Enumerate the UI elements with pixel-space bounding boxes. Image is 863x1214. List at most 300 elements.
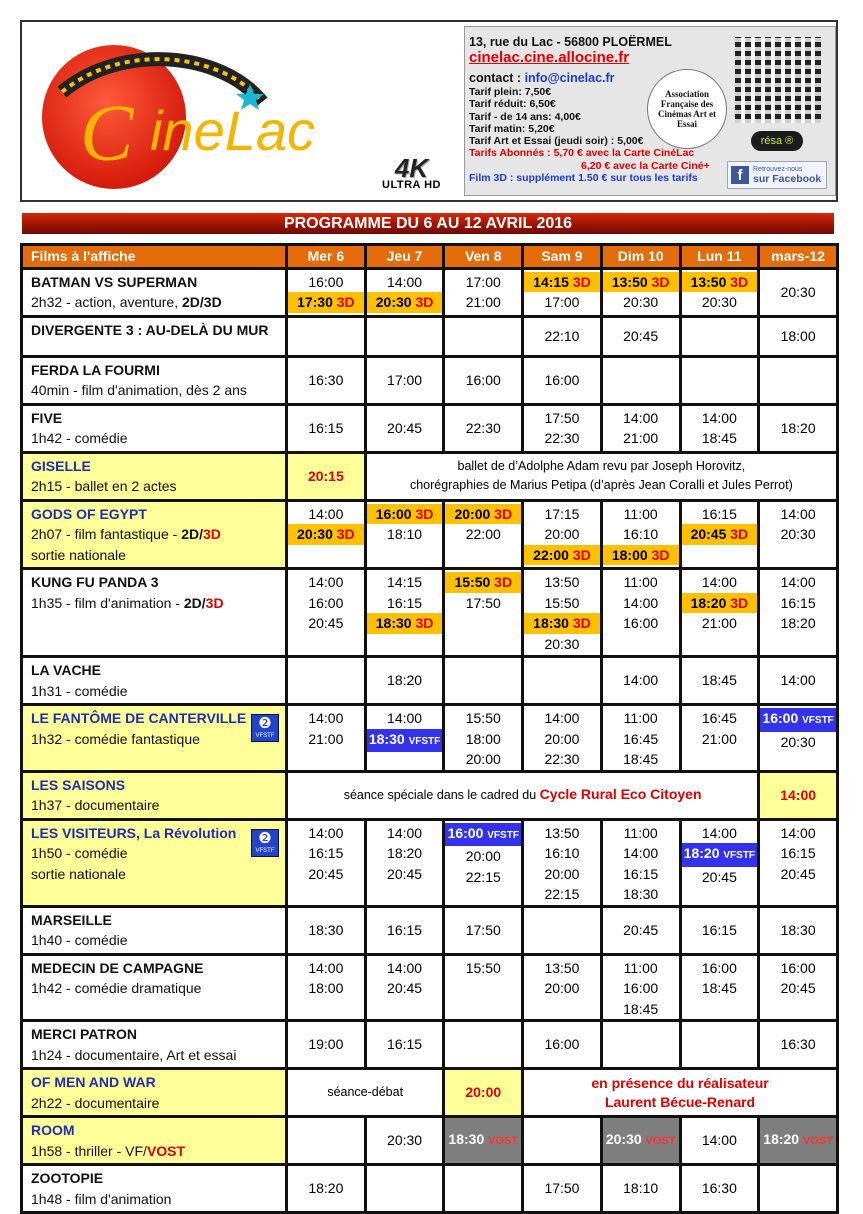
showtime[interactable] — [603, 999, 679, 1020]
showtime-cell — [601, 705, 680, 772]
showtime[interactable] — [603, 749, 679, 770]
showtime[interactable] — [603, 708, 679, 729]
showtime[interactable] — [682, 408, 758, 429]
showtime[interactable] — [445, 272, 521, 293]
showtime-cell — [287, 954, 366, 1021]
showtime-cell — [759, 819, 838, 906]
showtime-time: 16:15 — [308, 419, 344, 436]
subscriber-price-2: 6,20 € avec la Carte Ciné+ — [581, 159, 710, 172]
showtime-cell — [680, 356, 759, 404]
showtime[interactable] — [760, 613, 836, 634]
showtime[interactable] — [603, 504, 679, 525]
showtime[interactable] — [524, 978, 600, 999]
showtime-time: 21:00 — [308, 730, 344, 747]
showtime[interactable] — [524, 428, 600, 449]
showtime-cell — [759, 500, 838, 569]
showtime[interactable] — [760, 326, 836, 347]
showtime[interactable] — [760, 785, 836, 806]
showtime[interactable] — [524, 843, 600, 864]
showtime[interactable] — [603, 958, 679, 979]
showtime-version-tag: 3D — [572, 615, 591, 631]
film-title[interactable]: FIVE — [31, 409, 63, 426]
showtime[interactable] — [288, 524, 364, 545]
note-line: ballet de d’Adolphe Adam revu par Joseph Horovitz, — [457, 459, 746, 473]
film-title[interactable]: LES VISITEURS, La Révolution — [31, 824, 237, 841]
description-segment: 1h35 - film d'animation - — [31, 594, 184, 611]
showtime[interactable] — [367, 920, 443, 941]
film-title[interactable]: MERCI PATRON — [31, 1026, 138, 1042]
showtime-time: 22:00 — [533, 546, 569, 563]
showtime[interactable] — [445, 978, 521, 999]
showtime[interactable] — [288, 292, 364, 313]
film-info — [22, 500, 287, 569]
showtime[interactable] — [524, 708, 600, 729]
showtime-time: 18:30 — [368, 730, 405, 747]
showtime-cell — [444, 906, 523, 954]
showtime[interactable] — [524, 272, 600, 293]
showtime[interactable] — [760, 920, 836, 941]
showtime[interactable] — [445, 867, 521, 888]
showtime[interactable] — [760, 864, 836, 885]
showtime-version-tag: 3D — [494, 574, 513, 590]
showtime[interactable] — [445, 729, 521, 750]
showtime[interactable] — [445, 593, 521, 614]
showtime-cell — [365, 569, 444, 657]
showtime-time: 20:30 — [780, 526, 816, 542]
description-segment: 1h24 - documentaire, Art et essai — [31, 1046, 237, 1063]
showtime-version-tag: VOST — [645, 1135, 676, 1148]
supplement-3d: Film 3D : supplément 1.50 € sur tous les tarifs — [469, 172, 698, 185]
showtime[interactable] — [288, 466, 364, 487]
showtime-cell — [365, 657, 444, 705]
note-line: en présence du réalisateur — [591, 1074, 769, 1091]
showtime[interactable] — [760, 670, 836, 691]
showtime[interactable] — [367, 613, 443, 634]
description-segment: 3D — [202, 526, 221, 542]
showtime[interactable] — [367, 418, 443, 439]
film-title[interactable]: KUNG FU PANDA 3 — [31, 574, 159, 590]
showtime-time: 16:00 — [308, 594, 344, 611]
showtime-cell — [523, 819, 602, 906]
facebook-small: Retrouvez-nous — [753, 166, 803, 173]
showtime[interactable] — [682, 1178, 758, 1199]
film-row — [22, 819, 838, 906]
showtime[interactable] — [445, 418, 521, 439]
showtime-time: 18:45 — [701, 980, 737, 996]
showtime-time: 16:30 — [701, 1180, 737, 1197]
showtime[interactable] — [682, 843, 758, 867]
film-title[interactable]: MEDECIN DE CAMPAGNE — [31, 959, 204, 976]
showtime[interactable] — [524, 545, 600, 566]
showtime-time: 13:50 — [690, 273, 727, 290]
showtime[interactable] — [367, 729, 443, 753]
showtime[interactable] — [288, 864, 364, 885]
film-info — [22, 819, 287, 906]
showtime-cell — [759, 316, 838, 356]
showtime[interactable] — [524, 1178, 600, 1199]
showtime[interactable] — [367, 272, 443, 293]
showtime-time: 16:45 — [623, 730, 659, 747]
price-0: Tarif plein: 7,50€ — [469, 86, 552, 98]
showtime-time: 16:15 — [308, 845, 344, 861]
showtime[interactable] — [760, 418, 836, 439]
showtime-time: 15:50 — [465, 959, 501, 976]
showtime[interactable] — [288, 1178, 364, 1199]
showtime[interactable] — [445, 958, 521, 979]
showtime-cell — [523, 705, 602, 772]
showtime[interactable] — [682, 920, 758, 941]
showtime[interactable] — [760, 958, 836, 979]
showtime[interactable] — [760, 978, 836, 999]
showtime[interactable] — [288, 272, 364, 293]
showtime-cell — [365, 316, 444, 356]
showtime[interactable] — [603, 729, 679, 750]
showtime[interactable] — [524, 1034, 600, 1055]
showtime[interactable] — [603, 326, 679, 347]
film-description — [31, 843, 285, 864]
film-title[interactable]: DIVERGENTE 3 : AU-DELÀ DU MUR — [31, 321, 269, 338]
showtime[interactable] — [603, 670, 679, 691]
showtime[interactable] — [760, 593, 836, 614]
showtime[interactable] — [367, 1034, 443, 1055]
website-link[interactable]: cinelac.cine.allocine.fr — [469, 49, 630, 66]
showtime-time: 17:00 — [544, 294, 580, 310]
showtime[interactable] — [603, 1178, 679, 1199]
showtime-time: 20:00 — [465, 848, 501, 864]
showtime-time: 18:30 — [448, 1131, 485, 1148]
showtime[interactable] — [524, 864, 600, 885]
showtime[interactable] — [603, 843, 679, 864]
showtime[interactable] — [760, 732, 836, 753]
showtime-cell — [523, 356, 602, 404]
showtime[interactable] — [524, 749, 600, 770]
qr-code-icon[interactable] — [735, 37, 821, 123]
showtime-time: 18:20 — [763, 1131, 800, 1148]
showtime[interactable] — [367, 1130, 443, 1151]
showtime[interactable] — [288, 504, 364, 525]
showtime[interactable] — [603, 978, 679, 999]
film-row — [22, 500, 838, 569]
showtime[interactable] — [760, 1129, 836, 1152]
showtime[interactable] — [367, 958, 443, 979]
showtime[interactable] — [682, 670, 758, 691]
showtime[interactable] — [682, 867, 758, 888]
showtime-time: 13:50 — [544, 574, 580, 590]
showtime[interactable] — [603, 613, 679, 634]
showtime-time: 21:00 — [465, 294, 501, 310]
showtime-time: 18:10 — [623, 1180, 659, 1197]
film-title[interactable]: LES SAISONS — [31, 776, 126, 793]
showtime[interactable] — [367, 524, 443, 545]
film-row — [22, 452, 838, 500]
showtime[interactable] — [367, 670, 443, 691]
column-header-day: Jeu 7 — [365, 245, 444, 269]
showtime[interactable] — [524, 634, 600, 655]
showtime[interactable] — [603, 572, 679, 593]
showtime-cell — [287, 657, 366, 705]
showtime[interactable] — [603, 920, 679, 941]
showtime[interactable] — [603, 428, 679, 449]
showtime-time: 14:00 — [780, 824, 816, 841]
showtime-cell — [680, 705, 759, 772]
showtime[interactable] — [445, 749, 521, 770]
hearing-impaired-icon — [251, 829, 279, 857]
showtime[interactable] — [603, 545, 679, 566]
showtime-cell — [444, 819, 523, 906]
showtime[interactable] — [288, 370, 364, 391]
showtime-cell — [759, 1117, 838, 1165]
showtime-time: 14:15 — [533, 273, 569, 290]
showtime[interactable] — [524, 729, 600, 750]
showtime[interactable] — [760, 1034, 836, 1055]
showtime-cell — [759, 1165, 838, 1213]
showtime[interactable] — [445, 708, 521, 729]
showtime-time: 17:50 — [465, 921, 501, 938]
showtime-cell — [601, 356, 680, 404]
showtime-time: 20:45 — [701, 868, 737, 885]
showtime-cell — [601, 1021, 680, 1069]
showtime[interactable] — [524, 370, 600, 391]
showtime[interactable] — [603, 884, 679, 905]
film-row — [22, 771, 838, 819]
film-title[interactable]: ZOOTOPIE — [31, 1170, 104, 1186]
showtime[interactable] — [367, 864, 443, 885]
showtime[interactable] — [367, 593, 443, 614]
showtime[interactable] — [524, 823, 600, 844]
film-row — [22, 404, 838, 452]
film-title[interactable]: GODS OF EGYPT — [31, 505, 147, 522]
showtime-time: 22:30 — [544, 430, 580, 446]
showtime-cell — [680, 1165, 759, 1213]
facebook-text — [753, 165, 821, 185]
showtime-cell — [759, 404, 838, 452]
showtime-version-tag: 3D — [651, 546, 670, 563]
showtime-time: 17:15 — [544, 505, 580, 522]
showtime[interactable] — [682, 978, 758, 999]
showtime[interactable] — [603, 292, 679, 313]
showtime[interactable] — [445, 572, 521, 593]
contact-email-link[interactable]: info@cinelac.fr — [524, 71, 615, 85]
showtime[interactable] — [682, 729, 758, 750]
showtime[interactable] — [760, 524, 836, 545]
showtime[interactable] — [682, 572, 758, 593]
showtime[interactable] — [445, 292, 521, 313]
showtime-cell — [523, 1117, 602, 1165]
showtime[interactable] — [288, 613, 364, 634]
showtime[interactable] — [760, 572, 836, 593]
showtime[interactable] — [445, 1129, 521, 1152]
showtime[interactable] — [367, 823, 443, 844]
showtime-time: 20:30 — [297, 526, 333, 542]
showtime-time: 22:15 — [465, 868, 501, 885]
showtime[interactable] — [682, 428, 758, 449]
resa-button[interactable]: résa ® — [751, 131, 803, 151]
film-description — [31, 524, 285, 545]
showtime[interactable] — [524, 408, 600, 429]
showtime[interactable] — [445, 1082, 521, 1103]
showtime[interactable] — [367, 843, 443, 864]
showtime-cell — [287, 569, 366, 657]
showtime-time: 17:50 — [465, 594, 501, 611]
film-title[interactable]: FERDA LA FOURMI — [31, 361, 160, 378]
film-info — [22, 452, 287, 500]
showtime[interactable] — [288, 593, 364, 614]
showtime[interactable] — [682, 593, 758, 614]
film-info — [22, 1069, 287, 1117]
showtime-cell — [759, 954, 838, 1021]
showtime-time: 20:45 — [780, 980, 816, 996]
showtime[interactable] — [760, 504, 836, 525]
price-4: Tarif Art et Essai (jeudi soir) : 5,00€ — [469, 135, 644, 148]
showtime-time: 14:00 — [623, 594, 659, 611]
showtime[interactable] — [524, 884, 600, 905]
showtime-cell — [680, 1021, 759, 1069]
film-description — [31, 1141, 285, 1162]
showtime-time: 16:10 — [544, 845, 580, 861]
showtime-cell — [601, 657, 680, 705]
column-header-day: Lun 11 — [680, 245, 759, 269]
showtime-time: 14:00 — [780, 672, 816, 689]
showtime-cell — [365, 705, 444, 772]
showtime-time: 18:00 — [308, 980, 344, 996]
showtime[interactable] — [682, 958, 758, 979]
film-title[interactable]: ROOM — [31, 1122, 75, 1138]
showtime-cell — [365, 819, 444, 906]
showtime-time: 18:30 — [623, 886, 659, 902]
showtime[interactable] — [367, 292, 443, 313]
showtime-time: 14:00 — [308, 959, 344, 976]
showtime[interactable] — [603, 864, 679, 885]
showtime-version-tag: 3D — [572, 546, 591, 563]
film-row — [22, 1165, 838, 1213]
showtime[interactable] — [367, 978, 443, 999]
showtime-time: 20:00 — [465, 751, 501, 767]
film-row — [22, 906, 838, 954]
showtime-version-tag: 3D — [415, 294, 434, 310]
showtime-time: 18:30 — [780, 921, 816, 938]
showtime[interactable] — [682, 272, 758, 293]
showtime-cell — [444, 500, 523, 569]
price-1: Tarif réduit: 6,50€ — [469, 98, 556, 111]
showtime[interactable] — [760, 282, 836, 303]
showtime[interactable] — [445, 846, 521, 867]
showtime-cell — [759, 771, 838, 819]
showtime-time: 16:00 — [780, 959, 816, 976]
showtime[interactable] — [288, 843, 364, 864]
film-row — [22, 316, 838, 356]
showtime[interactable] — [760, 843, 836, 864]
showtime[interactable] — [524, 504, 600, 525]
film-title[interactable]: MARSEILLE — [31, 911, 112, 928]
showtime[interactable] — [367, 504, 443, 525]
showtime[interactable] — [524, 958, 600, 979]
film-title[interactable]: GISELLE — [31, 457, 91, 474]
showtime-cell — [365, 356, 444, 404]
showtime-cell — [444, 1021, 523, 1069]
showtime[interactable] — [288, 1034, 364, 1055]
showtime-time: 16:15 — [387, 594, 423, 611]
showtime[interactable] — [682, 613, 758, 634]
showtime[interactable] — [524, 524, 600, 545]
showtime[interactable] — [288, 978, 364, 999]
showtime[interactable] — [682, 524, 758, 545]
cinema-header — [20, 20, 838, 202]
showtime[interactable] — [445, 920, 521, 941]
showtime[interactable] — [682, 1130, 758, 1151]
showtime[interactable] — [288, 958, 364, 979]
showtime[interactable] — [524, 326, 600, 347]
showtime[interactable] — [603, 1129, 679, 1152]
showtime[interactable] — [288, 572, 364, 593]
facebook-button[interactable] — [727, 161, 827, 189]
showtime[interactable] — [524, 613, 600, 634]
description-segment: 2D/3D — [182, 294, 222, 310]
showtime-time: 14:00 — [387, 824, 423, 841]
description-segment: 2D/ — [183, 594, 206, 611]
showtime[interactable] — [288, 418, 364, 439]
showtime-time: 15:50 — [454, 574, 491, 590]
showtime[interactable] — [445, 504, 521, 525]
showtime-time: 11:00 — [623, 574, 658, 590]
showtime[interactable] — [682, 292, 758, 313]
showtime[interactable] — [524, 572, 600, 593]
showtime[interactable] — [524, 593, 600, 614]
showtime-cell — [680, 906, 759, 954]
showtime[interactable] — [367, 370, 443, 391]
vfstf-icon-label: VFSTF — [255, 733, 275, 739]
showtime[interactable] — [682, 504, 758, 525]
showtime[interactable] — [603, 408, 679, 429]
film-title[interactable]: BATMAN VS SUPERMAN — [31, 273, 198, 290]
showtime[interactable] — [367, 708, 443, 729]
showtime[interactable] — [760, 823, 836, 844]
showtime-time: 16:00 — [447, 824, 484, 841]
showtime[interactable] — [603, 272, 679, 293]
showtime[interactable] — [524, 292, 600, 313]
showtime[interactable] — [288, 823, 364, 844]
showtime[interactable] — [288, 708, 364, 729]
showtime[interactable] — [682, 823, 758, 844]
film-title[interactable]: LE FANTÔME DE CANTERVILLE — [31, 710, 247, 726]
showtime-cell — [444, 404, 523, 452]
showtime-cell — [444, 569, 523, 657]
showtime[interactable] — [682, 708, 758, 729]
facebook-big: sur Facebook — [753, 173, 822, 185]
showtime[interactable] — [603, 524, 679, 545]
showtime[interactable] — [288, 729, 364, 750]
column-header-films: Films à l'affiche — [22, 245, 287, 269]
showtime[interactable] — [760, 708, 836, 732]
showtime[interactable] — [288, 920, 364, 941]
showtime[interactable] — [445, 524, 521, 545]
showtime[interactable] — [445, 823, 521, 847]
showtime[interactable] — [603, 593, 679, 614]
showtime[interactable] — [367, 572, 443, 593]
description-segment: 2h07 - film fantastique - — [31, 526, 182, 542]
film-title[interactable]: LA VACHE — [31, 662, 101, 678]
description-segment: VOST — [146, 1142, 186, 1159]
film-info — [22, 316, 287, 356]
showtime[interactable] — [445, 370, 521, 391]
showtime-time: 20:45 — [780, 865, 816, 882]
showtime[interactable] — [603, 823, 679, 844]
film-description — [31, 729, 285, 750]
showtime-cell — [444, 268, 523, 316]
film-title[interactable]: OF MEN AND WAR — [31, 1074, 156, 1090]
showtime-time: 18:20 — [387, 845, 423, 861]
film-info — [22, 569, 287, 657]
showtime-time: 22:15 — [544, 886, 580, 902]
